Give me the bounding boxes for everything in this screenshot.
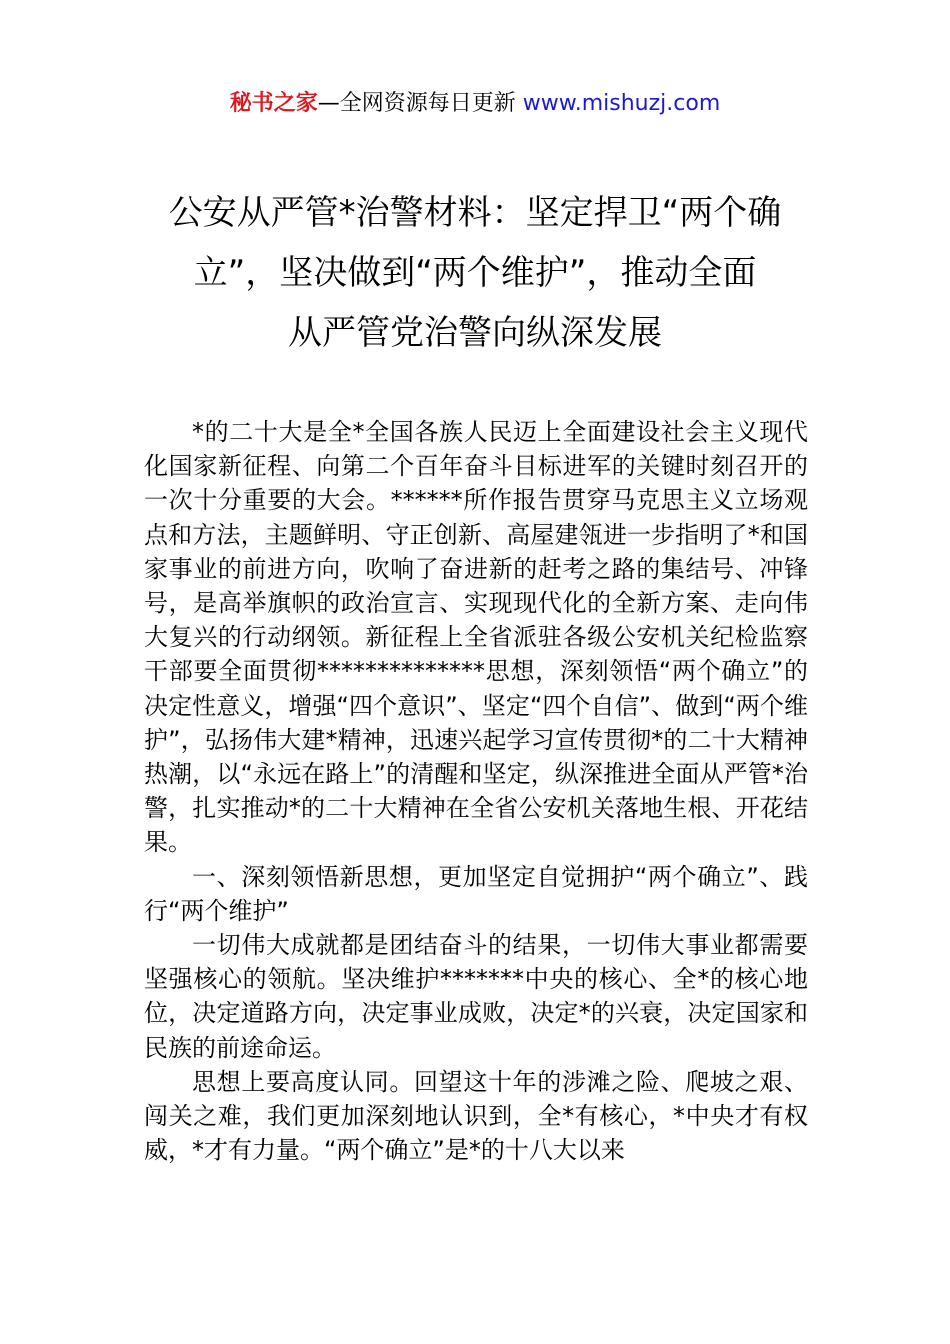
- section-heading: 一、深刻领悟新思想，更加坚定自觉拥护“两个确立”、践行“两个维护”: [144, 862, 808, 925]
- site-url-link[interactable]: www.mishuzj.com: [522, 91, 721, 116]
- document-body: [144, 415, 808, 1167]
- brand-name: 秘书之家: [229, 91, 318, 116]
- header-tagline: —全网资源每日更新: [317, 91, 523, 116]
- title-line: 公安从严管*治警材料：坚定捍卫“两个确: [168, 193, 782, 233]
- title-line: 从严管党治警向纵深发展: [288, 313, 662, 353]
- title-line: 立”，坚决做到“两个维护”，推动全面: [193, 253, 757, 293]
- site-header: [0, 86, 950, 122]
- document-title: [128, 183, 822, 363]
- body-paragraph: 一切伟大成就都是团结奋斗的结果，一切伟大事业都需要坚强核心的领航。坚决维护*******中央的核心、全*的核心地位，决定道路方向，决定事业成败，决定*的兴衰，决定国家和民族的前途命运。: [144, 931, 808, 1062]
- intro-paragraph: *的二十大是全*全国各族人民迈上全面建设社会主义现代化国家新征程、向第二个百年奋斗目标进军的关键时刻召开的一次十分重要的大会。******所作报告贯穿马克思主义立场观点和方法，主题鲜明、守正创新、高屋建瓴进一步指明了*和国家事业的前进方向，吹响了奋进新的赶考之路的集结号、冲锋号，是高举旗帜的政治宣言、实现现代化的全新方案、走向伟大复兴的行动纲领。新征程上全省派驻各级公安机关纪检监察干部要全面贯彻**************思想，深刻领悟“两个确立”的决定性意义，增强“四个意识”、坚定“四个自信”、做到“两个维护”，弘扬伟大建*精神，迅速兴起学习宣传贯彻*的二十大精神热潮，以“永远在路上”的清醒和坚定，纵深推进全面从严管*治警，扎实推动*的二十大精神在全省公安机关落地生根、开花结果。: [144, 418, 808, 857]
- body-paragraph: 思想上要高度认同。回望这十年的涉滩之险、爬坡之艰、闯关之难，我们更加深刻地认识到，全*有核心，*中央才有权威，*才有力量。“两个确立”是*的十八大以来: [144, 1067, 808, 1165]
